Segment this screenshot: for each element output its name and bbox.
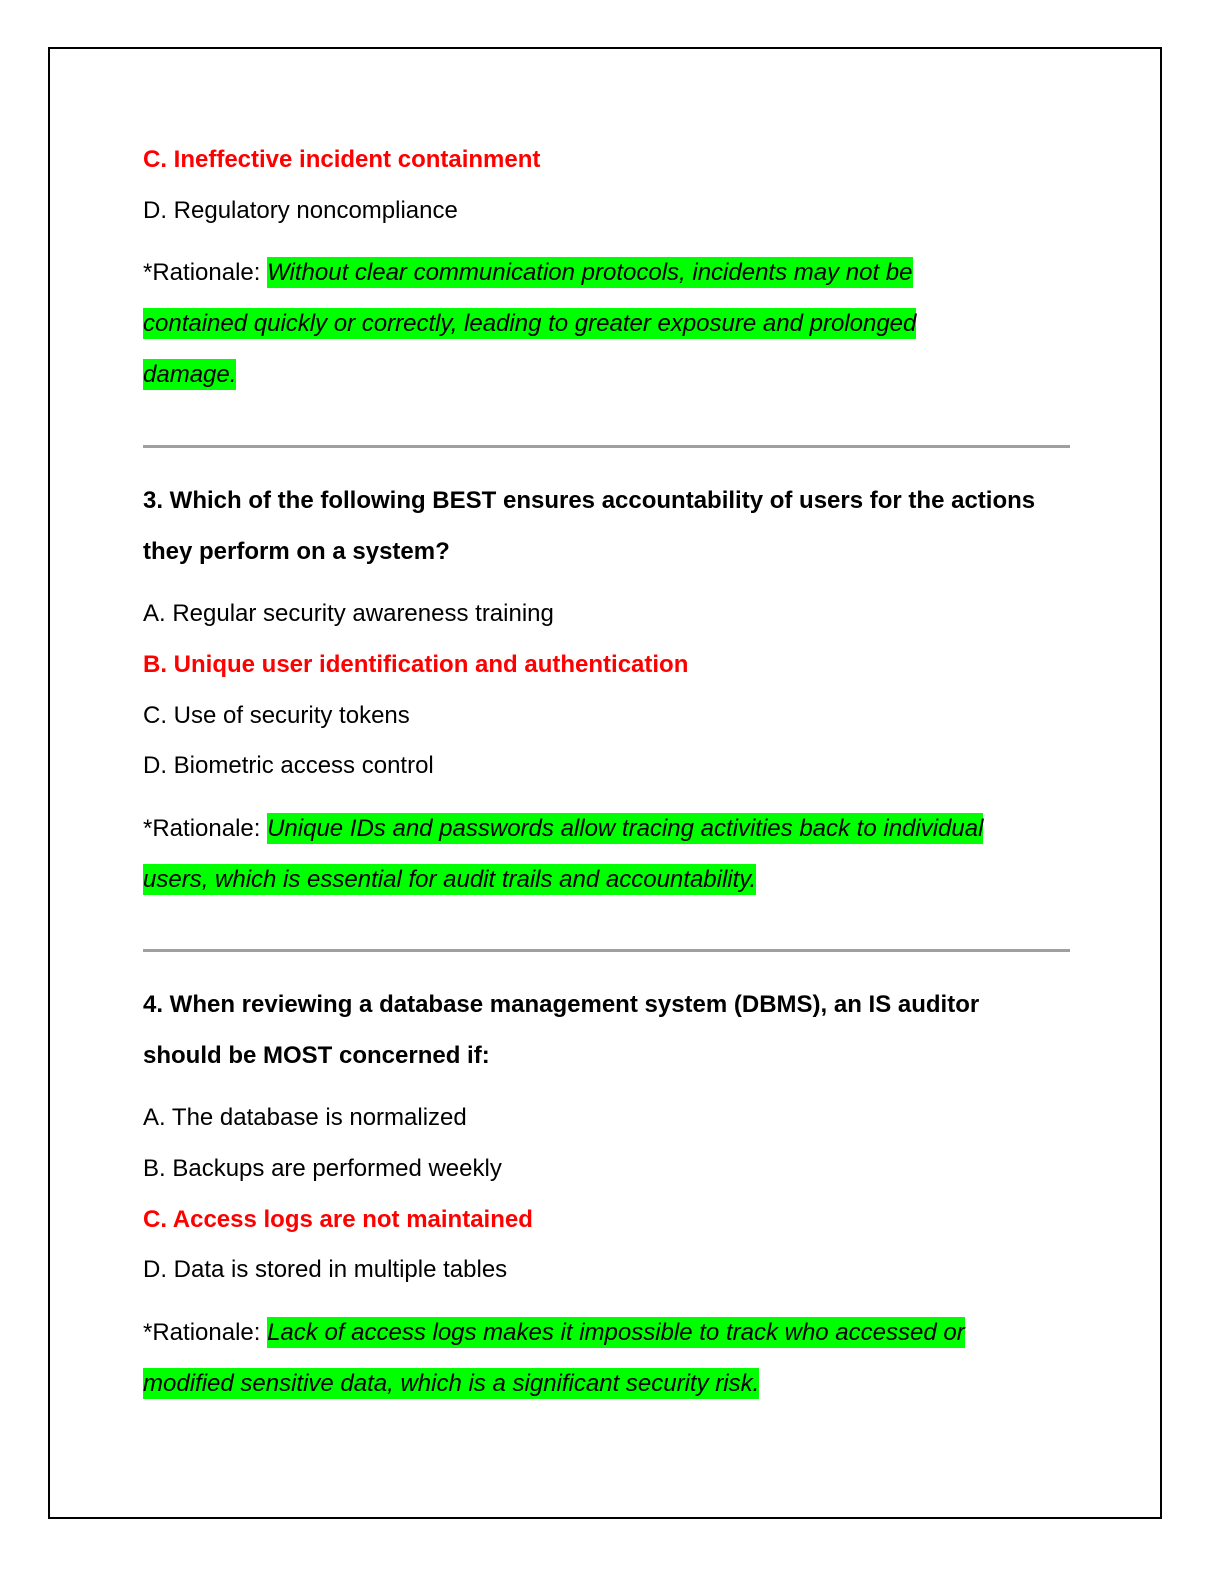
q2-rationale-highlight-3: damage. <box>143 361 237 388</box>
q4-option-d: D. Data is stored in multiple tables <box>143 1256 508 1283</box>
q2-rationale-line-2 <box>143 307 916 341</box>
q4-rationale-line-1 <box>143 1316 965 1350</box>
q2-rationale-highlight-1: Without clear communication protocols, incidents may not be <box>267 259 913 286</box>
q2-rationale-label: *Rationale: <box>143 259 268 286</box>
q4-option-c-correct: C. Access logs are not maintained <box>143 1206 533 1233</box>
q3-question-line-1: 3. Which of the following BEST ensures accountability of users for the actions <box>143 487 1036 514</box>
q4-question-line-1: 4. When reviewing a database management system (DBMS), an IS auditor <box>143 991 980 1018</box>
q2-rationale-line-1 <box>143 256 913 290</box>
q3-rationale-label: *Rationale: <box>143 815 268 842</box>
q2-rationale-line-3 <box>143 358 236 392</box>
q2-option-c-correct: C. Ineffective incident containment <box>143 146 541 173</box>
q3-option-b-correct: B. Unique user identification and authentication <box>143 651 689 678</box>
q4-option-b: B. Backups are performed weekly <box>143 1155 502 1182</box>
section-divider <box>143 949 1070 952</box>
section-divider <box>143 445 1070 448</box>
q3-option-d: D. Biometric access control <box>143 752 434 779</box>
q2-rationale-highlight-2: contained quickly or correctly, leading to greater exposure and prolonged <box>143 310 917 337</box>
q3-option-c: C. Use of security tokens <box>143 702 410 729</box>
q3-rationale-highlight-2: users, which is essential for audit trails and accountability. <box>143 866 757 893</box>
q3-question-line-2: they perform on a system? <box>143 538 450 565</box>
q4-rationale-line-2 <box>143 1367 759 1401</box>
q3-rationale-line-1 <box>143 812 983 846</box>
q3-rationale-line-2 <box>143 863 756 897</box>
q4-option-a: A. The database is normalized <box>143 1104 467 1131</box>
q4-rationale-highlight-1: Lack of access logs makes it impossible to track who accessed or <box>267 1319 965 1346</box>
q4-rationale-label: *Rationale: <box>143 1319 268 1346</box>
q3-rationale-highlight-1: Unique IDs and passwords allow tracing activities back to individual <box>267 815 984 842</box>
q2-option-d: D. Regulatory noncompliance <box>143 197 458 224</box>
q4-rationale-highlight-2: modified sensitive data, which is a significant security risk. <box>143 1370 760 1397</box>
q4-question-line-2: should be MOST concerned if: <box>143 1042 490 1069</box>
q3-option-a: A. Regular security awareness training <box>143 600 554 627</box>
